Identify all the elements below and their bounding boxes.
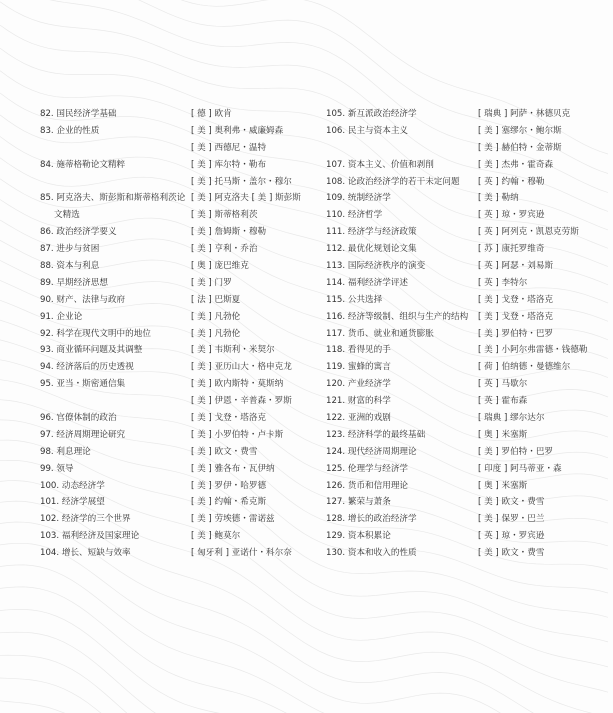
book-title: 83. 企业的性质	[40, 125, 100, 136]
book-title: 112. 最优化规划论文集	[326, 244, 417, 255]
book-author: [ 美 ] 库尔特・勒布	[191, 159, 267, 170]
book-author: [ 奥 ] 庞巴维克	[191, 261, 249, 272]
book-author: [ 美 ] 阿克洛夫 [ 美 ] 斯彭斯	[191, 193, 301, 204]
book-title	[40, 393, 190, 410]
book-title: 111. 经济学与经济政策	[326, 227, 417, 238]
book-title: 96. 官僚体制的政治	[40, 413, 117, 424]
book-title: 105. 新互派政治经济学	[326, 109, 417, 119]
book-author: [ 美 ] 罗伊・哈罗德	[191, 480, 267, 491]
book-author: [ 英 ] 霍布森	[478, 396, 528, 407]
book-title: 89. 早期经济思想	[40, 277, 108, 288]
book-author: [ 英 ] 阿瑟・刘易斯	[478, 261, 554, 272]
book-author: [ 美 ] 韦斯利・米契尔	[191, 345, 275, 356]
book-title: 107. 资本主义、价值和剥削	[326, 159, 434, 170]
book-author: [ 美 ] 凡勃伦	[191, 311, 241, 322]
book-author: [ 美 ] 奥利弗・威廉姆森	[191, 125, 284, 136]
book-author: [ 美 ] 小罗伯特・卢卡斯	[191, 429, 284, 440]
book-title	[40, 140, 190, 157]
book-title: 113. 国际经济秩序的演变	[326, 261, 426, 272]
book-title: 94. 经济落后的历史透视	[40, 362, 134, 373]
book-author: [ 美 ] 亚历山大・格申克龙	[191, 362, 292, 373]
book-author: [ 美 ] 西德尼・温特	[191, 142, 267, 153]
book-title: 123. 经济科学的最终基础	[326, 429, 426, 440]
book-author: [ 美 ] 赫伯特・金蒂斯	[478, 142, 562, 153]
book-title: 125. 伦理学与经济学	[326, 463, 409, 474]
book-author: [ 英 ] 李特尔	[478, 277, 528, 288]
book-title: 128. 增长的政治经济学	[326, 514, 417, 525]
book-title: 104. 增长、短缺与效率	[40, 548, 131, 559]
book-title: 114. 福利经济学评述	[326, 277, 409, 288]
book-title: 97. 经济周期理论研究	[40, 429, 126, 440]
book-author: [ 英 ] 琼・罗宾逊	[478, 531, 545, 542]
book-title: 130. 资本和收入的性质	[326, 548, 417, 559]
book-author: [ 德 ] 欧肯	[191, 109, 232, 119]
book-title: 85. 阿克洛夫、斯彭斯和斯蒂格利茨论	[40, 193, 186, 204]
book-author: [ 美 ] 托马斯・盖尔・穆尔	[191, 176, 292, 187]
book-author: [ 美 ] 亨利・乔治	[191, 244, 258, 255]
book-author: [ 美 ] 塞缪尔・鲍尔斯	[478, 125, 562, 136]
book-author: [ 荷 ] 伯纳德・曼德维尔	[478, 362, 571, 373]
book-title: 127. 繁荣与萧条	[326, 497, 391, 508]
book-author: [ 美 ] 小阿尔弗雷德・钱德勒	[478, 345, 588, 356]
left-title-column	[40, 106, 190, 562]
book-author: [ 瑞典 ] 缪尔达尔	[478, 413, 545, 424]
book-title: 84. 施蒂格勒论文精粹	[40, 159, 126, 170]
book-title: 103. 福利经济及国家理论	[40, 531, 140, 542]
book-author: [ 英 ] 马歇尔	[478, 379, 528, 390]
book-author: [ 美 ] 詹姆斯・穆勒	[191, 227, 267, 238]
book-author: [ 美 ] 欧内斯特・莫斯纳	[191, 379, 284, 390]
right-author-column	[478, 106, 608, 562]
book-title: 118. 看得见的手	[326, 345, 391, 356]
book-author: [ 美 ] 戈登・塔洛克	[478, 311, 554, 322]
book-title: 121. 财富的科学	[326, 396, 391, 407]
book-author: [ 美 ] 门罗	[191, 277, 232, 288]
book-author: [ 美 ] 劳埃德・雷诺兹	[191, 514, 275, 525]
book-title: 90. 财产、法律与政府	[40, 294, 126, 305]
book-author: [ 英 ] 约翰・穆勒	[478, 176, 545, 187]
book-title: 98. 利息理论	[40, 446, 91, 457]
book-author: [ 美 ] 伊恩・辛普森・罗斯	[191, 396, 292, 407]
book-author: [ 美 ] 欧文・费雪	[478, 548, 545, 559]
book-title: 108. 论政治经济学的若干未定问题	[326, 176, 460, 187]
book-title: 101. 经济学展望	[40, 497, 105, 508]
book-title: 92. 科学在现代文明中的地位	[40, 328, 151, 339]
book-title: 115. 公共选择	[326, 294, 383, 305]
book-author: [ 美 ] 杰弗・霍奇森	[478, 159, 554, 170]
book-author: [ 印度 ] 阿马蒂亚・森	[478, 463, 562, 474]
book-title: 119. 蜜蜂的寓言	[326, 362, 391, 373]
book-author: [ 匈牙利 ] 亚诺什・科尔奈	[191, 548, 292, 559]
book-title: 文精选	[54, 210, 80, 221]
book-title: 106. 民主与资本主义	[326, 125, 409, 136]
book-author: [ 美 ] 勒纳	[478, 193, 519, 204]
book-title	[40, 174, 190, 191]
book-title: 126. 货币和信用理论	[326, 480, 409, 491]
book-title: 122. 亚洲的戏剧	[326, 413, 391, 424]
book-title: 120. 产业经济学	[326, 379, 391, 390]
book-title	[326, 140, 476, 157]
book-author: [ 美 ] 约翰・希克斯	[191, 497, 267, 508]
book-author: [ 英 ] 阿列克・凯恩克劳斯	[478, 227, 579, 238]
book-title: 117. 货币、就业和通货膨胀	[326, 328, 434, 339]
book-title: 110. 经济哲学	[326, 210, 383, 221]
book-title: 91. 企业论	[40, 311, 83, 322]
book-author: [ 美 ] 罗伯特・巴罗	[478, 446, 554, 457]
book-title: 100. 动态经济学	[40, 480, 105, 491]
book-author: [ 美 ] 戈登・塔洛克	[191, 413, 267, 424]
book-author: [ 美 ] 斯蒂格利茨	[191, 210, 258, 221]
book-author: [ 奥 ] 米塞斯	[478, 429, 528, 440]
book-author: [ 英 ] 琼・罗宾逊	[478, 210, 545, 221]
book-title: 116. 经济等级制、组织与生产的结构	[326, 311, 469, 322]
book-title: 82. 国民经济学基础	[40, 109, 117, 119]
book-author: [ 瑞典 ] 阿萨・林德贝克	[478, 109, 571, 119]
book-title: 109. 统制经济学	[326, 193, 391, 204]
book-title: 102. 经济学的三个世界	[40, 514, 131, 525]
book-title: 129. 资本积累论	[326, 531, 391, 542]
book-title: 93. 商业循环问题及其调整	[40, 345, 143, 356]
right-title-column	[326, 106, 476, 562]
book-author: [ 法 ] 巴斯夏	[191, 294, 241, 305]
book-author: [ 美 ] 欧文・费雪	[478, 497, 545, 508]
book-title: 87. 进步与贫困	[40, 244, 100, 255]
book-title: 124. 现代经济周期理论	[326, 446, 417, 457]
book-author: [ 奥 ] 米塞斯	[478, 480, 528, 491]
book-author: [ 美 ] 戈登・塔洛克	[478, 294, 554, 305]
book-author: [ 美 ] 鲍莫尔	[191, 531, 241, 542]
book-author: [ 美 ] 保罗・巴兰	[478, 514, 545, 525]
book-author: [ 美 ] 罗伯特・巴罗	[478, 328, 554, 339]
book-title: 99. 领导	[40, 463, 74, 474]
book-author: [ 美 ] 凡勃伦	[191, 328, 241, 339]
book-title: 88. 资本与利息	[40, 261, 100, 272]
book-title: 86. 政治经济学要义	[40, 227, 117, 238]
book-title: 95. 亚当・斯密通信集	[40, 379, 126, 390]
book-author: [ 苏 ] 康托罗维奇	[478, 244, 545, 255]
book-author: [ 美 ] 欧文・费雪	[191, 446, 258, 457]
left-author-column	[191, 106, 316, 562]
book-author: [ 美 ] 雅各布・瓦伊纳	[191, 463, 275, 474]
